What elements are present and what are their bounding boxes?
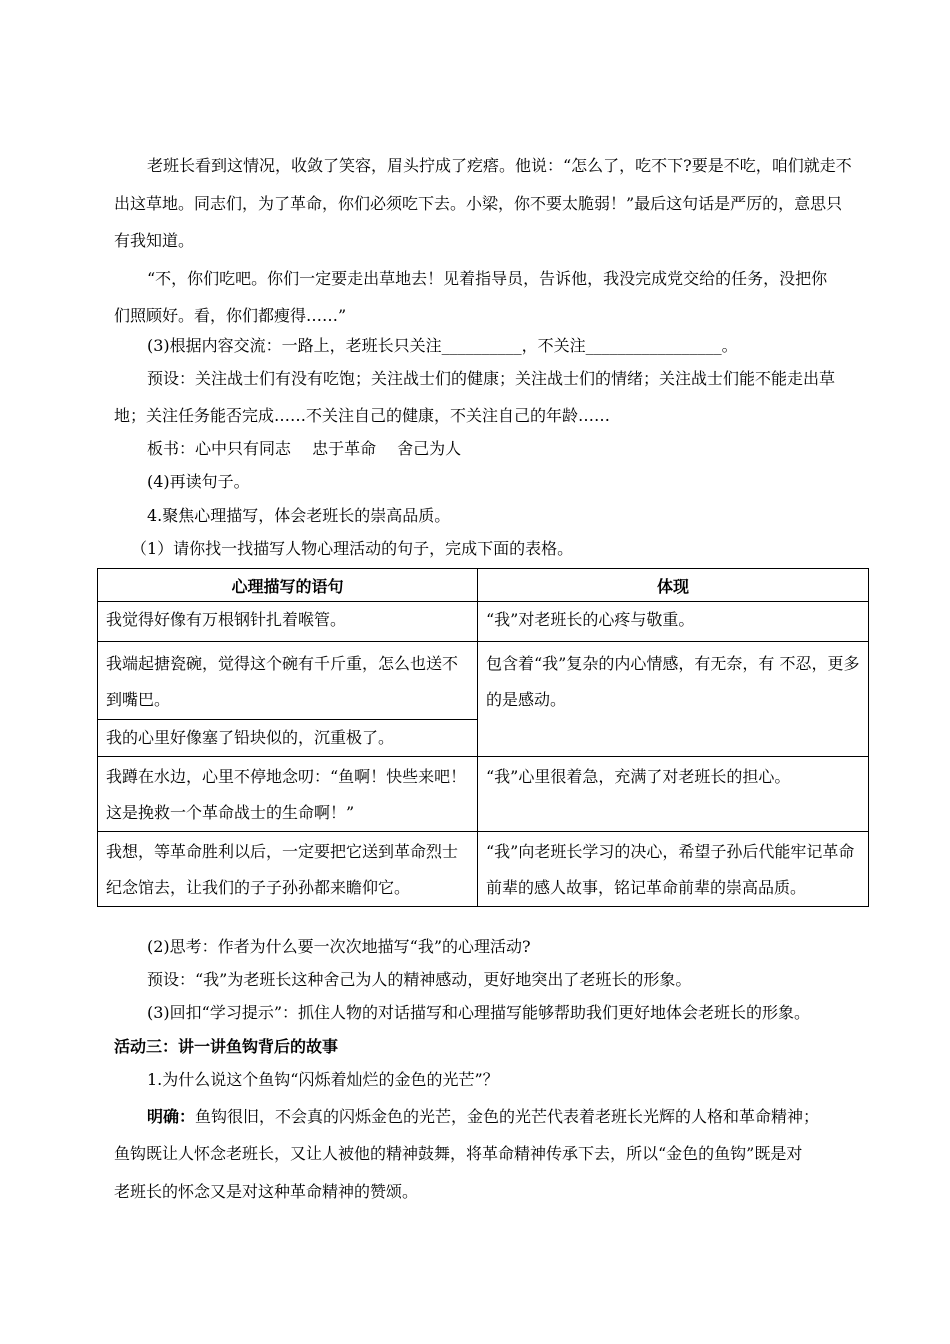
para1-line1: 老班长看到这情况，收敛了笑容，眉头拧成了疙瘩。他说：“怎么了，吃不下?要是不吃，咱们就走不 (147, 156, 852, 175)
clarify-line3: 老班长的怀念又是对这种革命精神的赞颂。 (114, 1182, 419, 1201)
question-3: (3)根据内容交流：一路上，老班长只关注__________，不关注_________________。 (147, 336, 738, 355)
table-row (98, 757, 869, 832)
para1-line3: 有我知道。 (114, 231, 195, 250)
task-1: （1）请你找一找描写人物心理活动的句子，完成下面的表格。 (131, 539, 574, 558)
table-cell-meaning: “我”向老班长学习的决心，希望子孙后代能牢记革命前辈的感人故事，铭记革命前辈的崇高品质。 (478, 832, 869, 907)
table-row (98, 642, 869, 720)
table-cell-meaning: “我”对老班长的心疼与敬重。 (478, 602, 869, 642)
table-cell-sentence: 我的心里好像塞了铅块似的，沉重极了。 (98, 720, 478, 757)
clarify-text: 鱼钩很旧，不会真的闪烁金色的光芒，金色的光芒代表着老班长光辉的人格和革命精神； (195, 1107, 820, 1126)
para2-line2: 们照顾好。看，你们都瘦得……” (114, 306, 347, 325)
preset1-line2: 地；关注任务能否完成……不关注自己的健康，不关注自己的年龄…… (114, 406, 611, 425)
why-1: 1.为什么说这个鱼钩“闪烁着灿烂的金色的光芒”？ (147, 1070, 499, 1089)
clarify-label: 明确： (147, 1107, 196, 1126)
table-row (98, 832, 869, 907)
table-cell-sentence: 我觉得好像有万根钢针扎着喉管。 (98, 602, 478, 642)
para1-line2: 出这草地。同志们，为了革命，你们必须吃下去。小梁，你不要太脆弱！”最后这句话是严厉的，意思只 (114, 194, 843, 213)
table-cell-sentence: 我想，等革命胜利以后，一定要把它送到革命烈士纪念馆去，让我们的子子孙孙都来瞻仰它。 (98, 832, 478, 907)
table-header-sentence: 心理描写的语句 (98, 569, 478, 602)
section-4-heading: 4.聚焦心理描写，体会老班长的崇高品质。 (147, 506, 451, 525)
table-cell-sentence: 我端起搪瓷碗，觉得这个碗有千斤重，怎么也送不到嘴巴。 (98, 642, 478, 720)
activity-3-heading: 活动三：讲一讲鱼钩背后的故事 (114, 1037, 339, 1056)
table-cell-meaning: “我”心里很着急，充满了对老班长的担心。 (478, 757, 869, 832)
preset1-line1: 预设：关注战士们有没有吃饱；关注战士们的健康；关注战士们的情绪；关注战士们能不能走出草 (147, 369, 836, 388)
board-writing: 板书：心中只有同志 忠于革命 舍己为人 (147, 439, 462, 458)
question-4: (4)再读句子。 (147, 472, 250, 491)
table-cell-sentence: 我蹲在水边，心里不停地念叨：“鱼啊！快些来吧！这是挽救一个革命战士的生命啊！” (98, 757, 478, 832)
table-row (98, 602, 869, 642)
clarify-line2: 鱼钩既让人怀念老班长，又让人被他的精神鼓舞，将革命精神传承下去，所以“金色的鱼钩”既是对 (114, 1144, 803, 1163)
table-header-row (98, 569, 869, 602)
psychology-table (97, 568, 869, 907)
table-header-meaning: 体现 (478, 569, 869, 602)
clarify-line1 (147, 1107, 819, 1127)
para2-line1: “不，你们吃吧。你们一定要走出草地去！见着指导员，告诉他，我没完成党交给的任务，没把你 (147, 269, 828, 288)
table-cell-meaning: 包含着“我”复杂的内心情感，有无奈，有 不忍，更多的是感动。 (478, 642, 869, 757)
think-2: (2)思考：作者为什么要一次次地描写“我”的心理活动? (147, 937, 531, 956)
recall-3: (3)回扣“学习提示”：抓住人物的对话描写和心理描写能够帮助我们更好地体会老班长的形象。 (147, 1003, 811, 1022)
preset-2: 预设：“我”为老班长这种舍己为人的精神感动，更好地突出了老班长的形象。 (147, 970, 692, 989)
